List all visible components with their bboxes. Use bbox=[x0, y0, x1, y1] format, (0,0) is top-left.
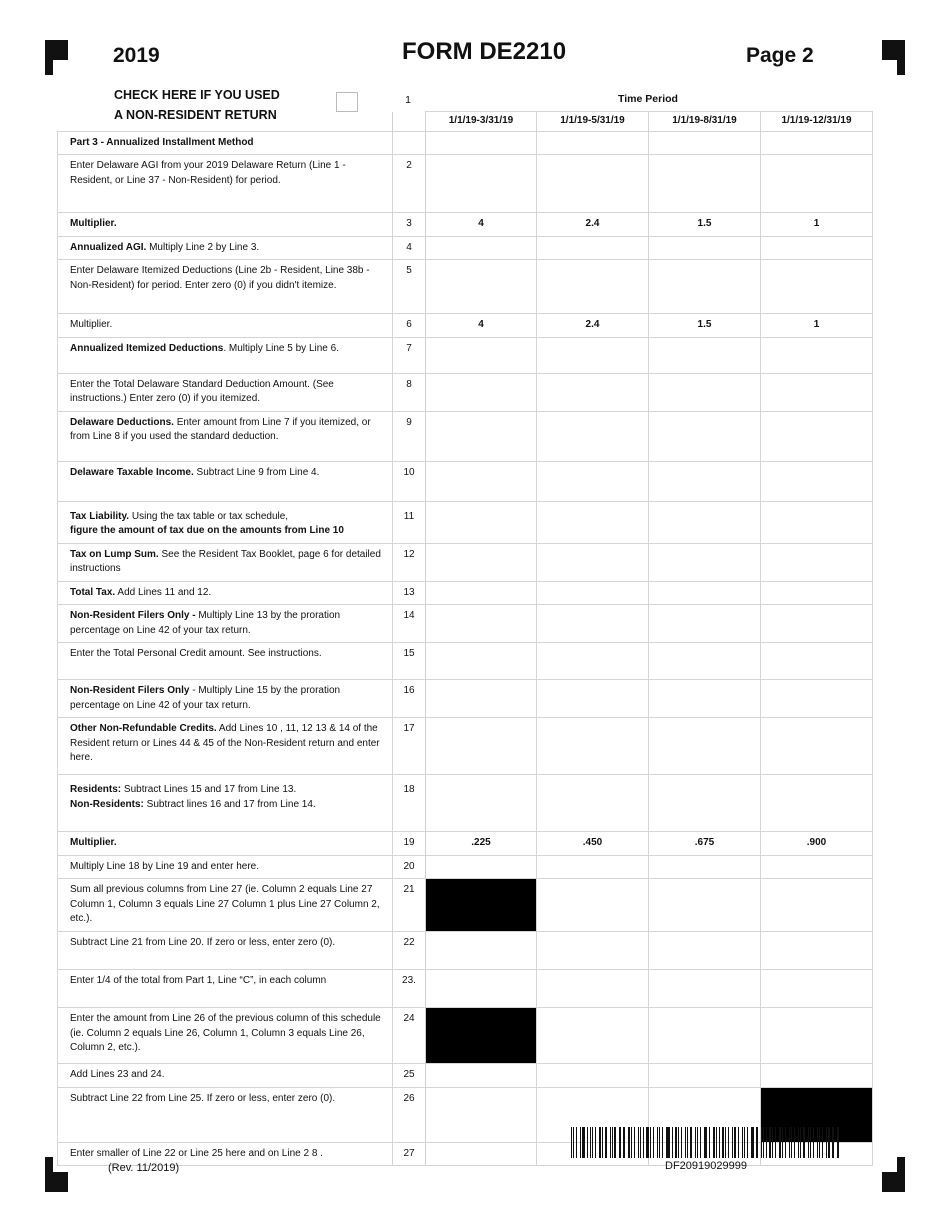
amount-entry-cell[interactable] bbox=[761, 581, 873, 605]
form-line-row bbox=[58, 855, 873, 879]
amount-entry-cell[interactable] bbox=[649, 1008, 761, 1064]
line-description: Delaware Deductions. Enter amount from Line 7 if you itemized, or from Line 8 if you used the standard deduction. bbox=[58, 411, 393, 461]
amount-entry-cell[interactable] bbox=[761, 411, 873, 461]
line-description: Non-Resident Filers Only - Multiply Line 13 by the proration percentage on Line 42 of your tax return. bbox=[58, 605, 393, 643]
amount-entry-cell[interactable] bbox=[426, 970, 537, 1008]
column-header-row bbox=[58, 112, 873, 132]
barcode-bar bbox=[614, 1127, 615, 1158]
amount-entry-cell[interactable] bbox=[537, 260, 649, 314]
amount-entry-cell[interactable] bbox=[426, 1064, 537, 1088]
barcode-bar bbox=[828, 1127, 830, 1158]
barcode-bar bbox=[705, 1127, 706, 1158]
form-line-row bbox=[58, 373, 873, 411]
amount-entry-cell[interactable] bbox=[426, 236, 537, 260]
form-line-row bbox=[58, 213, 873, 237]
amount-entry-cell[interactable] bbox=[761, 970, 873, 1008]
line-description: Enter smaller of Line 22 or Line 25 here and on Line 2 8 . bbox=[58, 1142, 393, 1166]
amount-entry-cell[interactable] bbox=[426, 718, 537, 775]
amount-entry-cell[interactable] bbox=[649, 501, 761, 543]
amount-entry-cell[interactable] bbox=[761, 605, 873, 643]
barcode-bar bbox=[763, 1127, 764, 1158]
barcode-bar bbox=[657, 1127, 658, 1158]
barcode-bar bbox=[576, 1127, 577, 1158]
amount-entry-cell[interactable] bbox=[649, 605, 761, 643]
amount-entry-cell[interactable] bbox=[537, 581, 649, 605]
barcode-bar bbox=[675, 1127, 676, 1158]
multiplier-value: .450 bbox=[537, 832, 649, 856]
barcode-bar bbox=[599, 1127, 600, 1158]
amount-entry-cell[interactable] bbox=[426, 855, 537, 879]
barcode-bar bbox=[738, 1127, 739, 1158]
page-number: Page 2 bbox=[746, 44, 814, 67]
multiplier-value: 4 bbox=[426, 314, 537, 338]
amount-entry-cell[interactable] bbox=[761, 501, 873, 543]
line-number: 11 bbox=[393, 501, 426, 543]
multiplier-value: 2.4 bbox=[537, 314, 649, 338]
column-header-1: 1/1/19-3/31/19 bbox=[426, 112, 537, 132]
amount-entry-cell[interactable] bbox=[649, 461, 761, 501]
barcode-bar bbox=[775, 1127, 776, 1158]
barcode-bar bbox=[722, 1127, 723, 1158]
line-description: Non-Resident Filers Only - Multiply Line 15 by the proration percentage on Line 42 of your tax return. bbox=[58, 680, 393, 718]
amount-entry-cell[interactable] bbox=[426, 1087, 537, 1142]
form-line-row bbox=[58, 932, 873, 970]
shaded-cell bbox=[426, 879, 537, 932]
barcode-bar bbox=[643, 1127, 644, 1158]
barcode-bar bbox=[590, 1127, 591, 1158]
multiplier-value: 1.5 bbox=[649, 314, 761, 338]
amount-entry-cell[interactable] bbox=[537, 879, 649, 932]
barcode-bar bbox=[751, 1127, 752, 1158]
amount-entry-cell[interactable] bbox=[649, 543, 761, 581]
barcode-bar bbox=[610, 1127, 611, 1158]
barcode-bar bbox=[678, 1127, 679, 1158]
check-label-line-1: CHECK HERE IF YOU USED bbox=[114, 88, 280, 102]
barcode-bar bbox=[602, 1127, 603, 1158]
multiplier-value: .675 bbox=[649, 832, 761, 856]
form-line-row bbox=[58, 155, 873, 213]
barcode-bar bbox=[681, 1127, 682, 1158]
barcode-bar bbox=[803, 1127, 805, 1158]
barcode-bar bbox=[789, 1127, 790, 1158]
amount-entry-cell[interactable] bbox=[761, 543, 873, 581]
line-number: 23. bbox=[393, 970, 426, 1008]
amount-entry-cell[interactable] bbox=[761, 775, 873, 832]
form-line-row bbox=[58, 581, 873, 605]
barcode-bar bbox=[744, 1127, 745, 1158]
line-number: 22 bbox=[393, 932, 426, 970]
amount-entry-cell[interactable] bbox=[649, 1064, 761, 1088]
barcode-bar bbox=[761, 1127, 762, 1158]
barcode-bar bbox=[685, 1127, 686, 1158]
amount-entry-cell[interactable] bbox=[649, 411, 761, 461]
barcode-bar bbox=[798, 1127, 799, 1158]
amount-entry-cell[interactable] bbox=[761, 643, 873, 680]
line-number: 2 bbox=[393, 155, 426, 213]
form-line-row bbox=[58, 411, 873, 461]
amount-entry-cell[interactable] bbox=[426, 155, 537, 213]
amount-entry-cell[interactable] bbox=[761, 236, 873, 260]
amount-entry-cell[interactable] bbox=[649, 581, 761, 605]
amount-entry-cell[interactable] bbox=[649, 643, 761, 680]
barcode-bar bbox=[810, 1127, 811, 1158]
amount-entry-cell[interactable] bbox=[426, 501, 537, 543]
barcode-bar bbox=[672, 1127, 673, 1158]
form-line-row bbox=[58, 832, 873, 856]
barcode-bar bbox=[709, 1127, 710, 1158]
line-description: Subtract Line 21 from Line 20. If zero or less, enter zero (0). bbox=[58, 932, 393, 970]
barcode-bar bbox=[650, 1127, 651, 1158]
amount-entry-cell[interactable] bbox=[537, 236, 649, 260]
form-line-row bbox=[58, 1008, 873, 1064]
barcode-bar bbox=[785, 1127, 786, 1158]
line-number: 16 bbox=[393, 680, 426, 718]
form-line-row bbox=[58, 260, 873, 314]
amount-entry-cell[interactable] bbox=[537, 718, 649, 775]
barcode-bar bbox=[728, 1127, 729, 1158]
multiplier-value: 4 bbox=[426, 213, 537, 237]
line-number: 27 bbox=[393, 1142, 426, 1166]
line-number: 25 bbox=[393, 1064, 426, 1088]
form-line-row bbox=[58, 680, 873, 718]
line-number: 21 bbox=[393, 879, 426, 932]
barcode-bar bbox=[704, 1127, 705, 1158]
line-description: Enter 1/4 of the total from Part 1, Line “C”, in each column bbox=[58, 970, 393, 1008]
barcode-text: DF20919029999 bbox=[665, 1160, 747, 1172]
barcode-bar bbox=[742, 1127, 743, 1158]
barcode-bar bbox=[587, 1127, 588, 1158]
amount-entry-cell[interactable] bbox=[649, 879, 761, 932]
amount-entry-cell[interactable] bbox=[426, 581, 537, 605]
amount-entry-cell[interactable] bbox=[537, 680, 649, 718]
barcode-bar bbox=[646, 1127, 648, 1158]
amount-entry-cell[interactable] bbox=[537, 1064, 649, 1088]
amount-entry-cell[interactable] bbox=[426, 605, 537, 643]
line-number: 14 bbox=[393, 605, 426, 643]
amount-entry-cell[interactable] bbox=[649, 155, 761, 213]
barcode-bar bbox=[638, 1127, 639, 1158]
part3-title-row bbox=[58, 131, 873, 155]
barcode-bar bbox=[687, 1127, 688, 1158]
form-line-row bbox=[58, 461, 873, 501]
barcode-bar bbox=[732, 1127, 733, 1158]
barcode-bar bbox=[800, 1127, 801, 1158]
barcode-bar bbox=[822, 1127, 823, 1158]
amount-entry-cell[interactable] bbox=[649, 680, 761, 718]
barcode-bar bbox=[779, 1127, 781, 1158]
amount-entry-cell[interactable] bbox=[761, 879, 873, 932]
barcode-bar bbox=[700, 1127, 701, 1158]
barcode-bar bbox=[719, 1127, 720, 1158]
corner-mark-top-right bbox=[882, 40, 905, 60]
amount-entry-cell[interactable] bbox=[649, 260, 761, 314]
barcode-bar bbox=[666, 1127, 667, 1158]
amount-entry-cell[interactable] bbox=[649, 337, 761, 373]
corner-mark-bottom-right bbox=[882, 1172, 905, 1192]
amount-entry-cell[interactable] bbox=[761, 680, 873, 718]
amount-entry-cell[interactable] bbox=[426, 643, 537, 680]
barcode-bar bbox=[631, 1127, 632, 1158]
form-line-row bbox=[58, 970, 873, 1008]
line-number: 7 bbox=[393, 337, 426, 373]
amount-entry-cell[interactable] bbox=[649, 775, 761, 832]
multiplier-value: 1.5 bbox=[649, 213, 761, 237]
amount-entry-cell[interactable] bbox=[649, 236, 761, 260]
amount-entry-cell[interactable] bbox=[426, 932, 537, 970]
line-description: Multiplier. bbox=[58, 213, 393, 237]
line-description: Residents: Subtract Lines 15 and 17 from Line 13. Non-Residents: Subtract lines 16 and 17 from Line 14. bbox=[58, 775, 393, 832]
form-year: 2019 bbox=[113, 44, 160, 67]
line-1-number: 1 bbox=[405, 94, 411, 106]
barcode-bar bbox=[794, 1127, 795, 1158]
barcode-bar bbox=[605, 1127, 607, 1158]
amount-entry-cell[interactable] bbox=[761, 260, 873, 314]
amount-entry-cell[interactable] bbox=[761, 373, 873, 411]
amount-entry-cell[interactable] bbox=[761, 461, 873, 501]
amount-entry-cell[interactable] bbox=[649, 373, 761, 411]
line-number: 6 bbox=[393, 314, 426, 338]
column-header-2: 1/1/19-5/31/19 bbox=[537, 112, 649, 132]
line-description: Multiplier. bbox=[58, 832, 393, 856]
corner-mark-top-left bbox=[45, 40, 68, 60]
amount-entry-cell[interactable] bbox=[537, 461, 649, 501]
barcode-bar bbox=[571, 1127, 572, 1158]
multiplier-value: 1 bbox=[761, 213, 873, 237]
line-description: Add Lines 23 and 24. bbox=[58, 1064, 393, 1088]
barcode-bar bbox=[619, 1127, 620, 1158]
amount-entry-cell[interactable] bbox=[537, 1008, 649, 1064]
amount-entry-cell[interactable] bbox=[537, 855, 649, 879]
form-title: FORM DE2210 bbox=[402, 38, 567, 65]
barcode-bar bbox=[791, 1127, 792, 1158]
form-line-row bbox=[58, 314, 873, 338]
line-number: 9 bbox=[393, 411, 426, 461]
line-number: 10 bbox=[393, 461, 426, 501]
amount-entry-cell[interactable] bbox=[537, 932, 649, 970]
amount-entry-cell[interactable] bbox=[426, 337, 537, 373]
amount-entry-cell[interactable] bbox=[426, 543, 537, 581]
barcode-bar bbox=[640, 1127, 641, 1158]
amount-entry-cell[interactable] bbox=[537, 643, 649, 680]
barcode-bar bbox=[690, 1127, 692, 1158]
amount-entry-cell[interactable] bbox=[426, 411, 537, 461]
barcode-bar bbox=[582, 1127, 584, 1158]
line-description: Total Tax. Add Lines 11 and 12. bbox=[58, 581, 393, 605]
barcode-bar bbox=[595, 1127, 596, 1158]
line-description: Sum all previous columns from Line 27 (ie. Column 2 equals Line 27 Column 1, Column 3 equals Line 27 Column 1 plus Line 27 Column 2, etc.). bbox=[58, 879, 393, 932]
barcode-bar bbox=[772, 1127, 773, 1158]
line-number: 3 bbox=[393, 213, 426, 237]
amount-entry-cell[interactable] bbox=[761, 155, 873, 213]
barcode-bar bbox=[653, 1127, 654, 1158]
barcode-bar bbox=[659, 1127, 660, 1158]
line-number: 8 bbox=[393, 373, 426, 411]
line-number: 17 bbox=[393, 718, 426, 775]
barcode-bar bbox=[580, 1127, 581, 1158]
amount-entry-cell[interactable] bbox=[537, 337, 649, 373]
line-description: Enter the Total Personal Credit amount. See instructions. bbox=[58, 643, 393, 680]
barcode-bar bbox=[826, 1127, 827, 1158]
amount-entry-cell[interactable] bbox=[537, 775, 649, 832]
amount-entry-cell[interactable] bbox=[537, 411, 649, 461]
amount-entry-cell[interactable] bbox=[426, 1142, 537, 1166]
form-line-row bbox=[58, 605, 873, 643]
line-number: 13 bbox=[393, 581, 426, 605]
line-description: Subtract Line 22 from Line 25. If zero or less, enter zero (0). bbox=[58, 1087, 393, 1142]
column-header-4: 1/1/19-12/31/19 bbox=[761, 112, 873, 132]
line-description: Annualized Itemized Deductions. Multiply Line 5 by Line 6. bbox=[58, 337, 393, 373]
revision-date: (Rev. 11/2019) bbox=[108, 1162, 180, 1174]
corner-mark-bottom-left bbox=[45, 1172, 68, 1192]
amount-entry-cell[interactable] bbox=[649, 970, 761, 1008]
barcode-bar bbox=[734, 1127, 736, 1158]
barcode-bar bbox=[662, 1127, 663, 1158]
barcode-bar bbox=[813, 1127, 814, 1158]
line-number: 4 bbox=[393, 236, 426, 260]
line-number: 20 bbox=[393, 855, 426, 879]
barcode-bar bbox=[620, 1127, 621, 1158]
barcode-bar bbox=[769, 1127, 770, 1158]
barcode-bar bbox=[819, 1127, 820, 1158]
barcode-bar bbox=[695, 1127, 696, 1158]
multiplier-value: .900 bbox=[761, 832, 873, 856]
barcode-bar bbox=[817, 1127, 818, 1158]
installment-table bbox=[57, 111, 873, 1166]
barcode-bar bbox=[756, 1127, 758, 1158]
barcode-bar bbox=[838, 1127, 839, 1158]
line-number: 19 bbox=[393, 832, 426, 856]
multiplier-value: 2.4 bbox=[537, 213, 649, 237]
line-number: 18 bbox=[393, 775, 426, 832]
barcode-bar bbox=[573, 1127, 574, 1158]
amount-entry-cell[interactable] bbox=[426, 260, 537, 314]
time-period-title: Time Period bbox=[618, 93, 678, 105]
line-description: Multiply Line 18 by Line 19 and enter here. bbox=[58, 855, 393, 879]
line-description: Delaware Taxable Income. Subtract Line 9 from Line 4. bbox=[58, 461, 393, 501]
amount-entry-cell[interactable] bbox=[537, 155, 649, 213]
amount-entry-cell[interactable] bbox=[426, 775, 537, 832]
line-description: Enter the amount from Line 26 of the previous column of this schedule (ie. Column 2 equals Line 26, Column 1, Column 3 equals Line 26, Column 2, etc.). bbox=[58, 1008, 393, 1064]
line-number: 5 bbox=[393, 260, 426, 314]
form-line-row bbox=[58, 236, 873, 260]
line-description: Enter the Total Delaware Standard Deduction Amount. (See instructions.) Enter zero (0) if you itemized. bbox=[58, 373, 393, 411]
amount-entry-cell[interactable] bbox=[426, 373, 537, 411]
barcode-bar bbox=[766, 1127, 767, 1158]
line-number: 12 bbox=[393, 543, 426, 581]
form-line-row bbox=[58, 718, 873, 775]
part3-title: Part 3 - Annualized Installment Method bbox=[58, 131, 393, 155]
barcode-bar bbox=[782, 1127, 783, 1158]
line-description: Tax on Lump Sum. See the Resident Tax Booklet, page 6 for detailed instructions bbox=[58, 543, 393, 581]
amount-entry-cell[interactable] bbox=[761, 1008, 873, 1064]
column-header-3: 1/1/19-8/31/19 bbox=[649, 112, 761, 132]
barcode-bar bbox=[808, 1127, 809, 1158]
form-line-row bbox=[58, 501, 873, 543]
barcode-bar bbox=[623, 1127, 624, 1158]
amount-entry-cell[interactable] bbox=[537, 970, 649, 1008]
barcode-bar bbox=[667, 1127, 669, 1158]
barcode-bar bbox=[697, 1127, 698, 1158]
line-number: 24 bbox=[393, 1008, 426, 1064]
barcode-bar bbox=[592, 1127, 593, 1158]
form-line-row bbox=[58, 1064, 873, 1088]
barcode-bar bbox=[634, 1127, 635, 1158]
form-line-row bbox=[58, 643, 873, 680]
amount-entry-cell[interactable] bbox=[649, 718, 761, 775]
form-line-row bbox=[58, 775, 873, 832]
amount-entry-cell[interactable] bbox=[649, 932, 761, 970]
barcode-bar bbox=[832, 1127, 833, 1158]
barcode bbox=[571, 1127, 841, 1158]
amount-entry-cell[interactable] bbox=[426, 680, 537, 718]
barcode-bar bbox=[713, 1127, 715, 1158]
amount-entry-cell[interactable] bbox=[537, 501, 649, 543]
barcode-bar bbox=[628, 1127, 630, 1158]
form-line-row bbox=[58, 337, 873, 373]
multiplier-value: 1 bbox=[761, 314, 873, 338]
line-description: Enter Delaware AGI from your 2019 Delaware Return (Line 1 - Resident, or Line 37 - Non-Resident) for period. bbox=[58, 155, 393, 213]
multiplier-value: .225 bbox=[426, 832, 537, 856]
form-line-row bbox=[58, 879, 873, 932]
check-label-line-2: A NON-RESIDENT RETURN bbox=[114, 108, 277, 122]
amount-entry-cell[interactable] bbox=[537, 543, 649, 581]
amount-entry-cell[interactable] bbox=[649, 855, 761, 879]
form-line-row bbox=[58, 543, 873, 581]
barcode-bar bbox=[747, 1127, 748, 1158]
barcode-bar bbox=[725, 1127, 726, 1158]
shaded-cell bbox=[426, 1008, 537, 1064]
amount-entry-cell[interactable] bbox=[761, 337, 873, 373]
amount-entry-cell[interactable] bbox=[537, 373, 649, 411]
line-number: 26 bbox=[393, 1087, 426, 1142]
amount-entry-cell[interactable] bbox=[761, 718, 873, 775]
line-description: Annualized AGI. Multiply Line 2 by Line 3. bbox=[58, 236, 393, 260]
line-description: Other Non-Refundable Credits. Add Lines 10 , 11, 12 13 & 14 of the Resident return or Lines 44 & 45 of the Non-Resident return and enter here. bbox=[58, 718, 393, 775]
line-number: 15 bbox=[393, 643, 426, 680]
amount-entry-cell[interactable] bbox=[761, 1064, 873, 1088]
barcode-bar bbox=[752, 1127, 753, 1158]
amount-entry-cell[interactable] bbox=[761, 855, 873, 879]
amount-entry-cell[interactable] bbox=[426, 461, 537, 501]
barcode-bar bbox=[612, 1127, 613, 1158]
non-resident-checkbox[interactable] bbox=[336, 92, 358, 112]
barcode-bar bbox=[716, 1127, 717, 1158]
line-description: Multiplier. bbox=[58, 314, 393, 338]
line-description: Tax Liability. Using the tax table or tax schedule, figure the amount of tax due on the amounts from Line 10 bbox=[58, 501, 393, 543]
barcode-bar bbox=[837, 1127, 838, 1158]
amount-entry-cell[interactable] bbox=[537, 605, 649, 643]
amount-entry-cell[interactable] bbox=[761, 932, 873, 970]
line-description: Enter Delaware Itemized Deductions (Line 2b - Resident, Line 38b - Non-Resident) for period. Enter zero (0) if you didn't itemize. bbox=[58, 260, 393, 314]
